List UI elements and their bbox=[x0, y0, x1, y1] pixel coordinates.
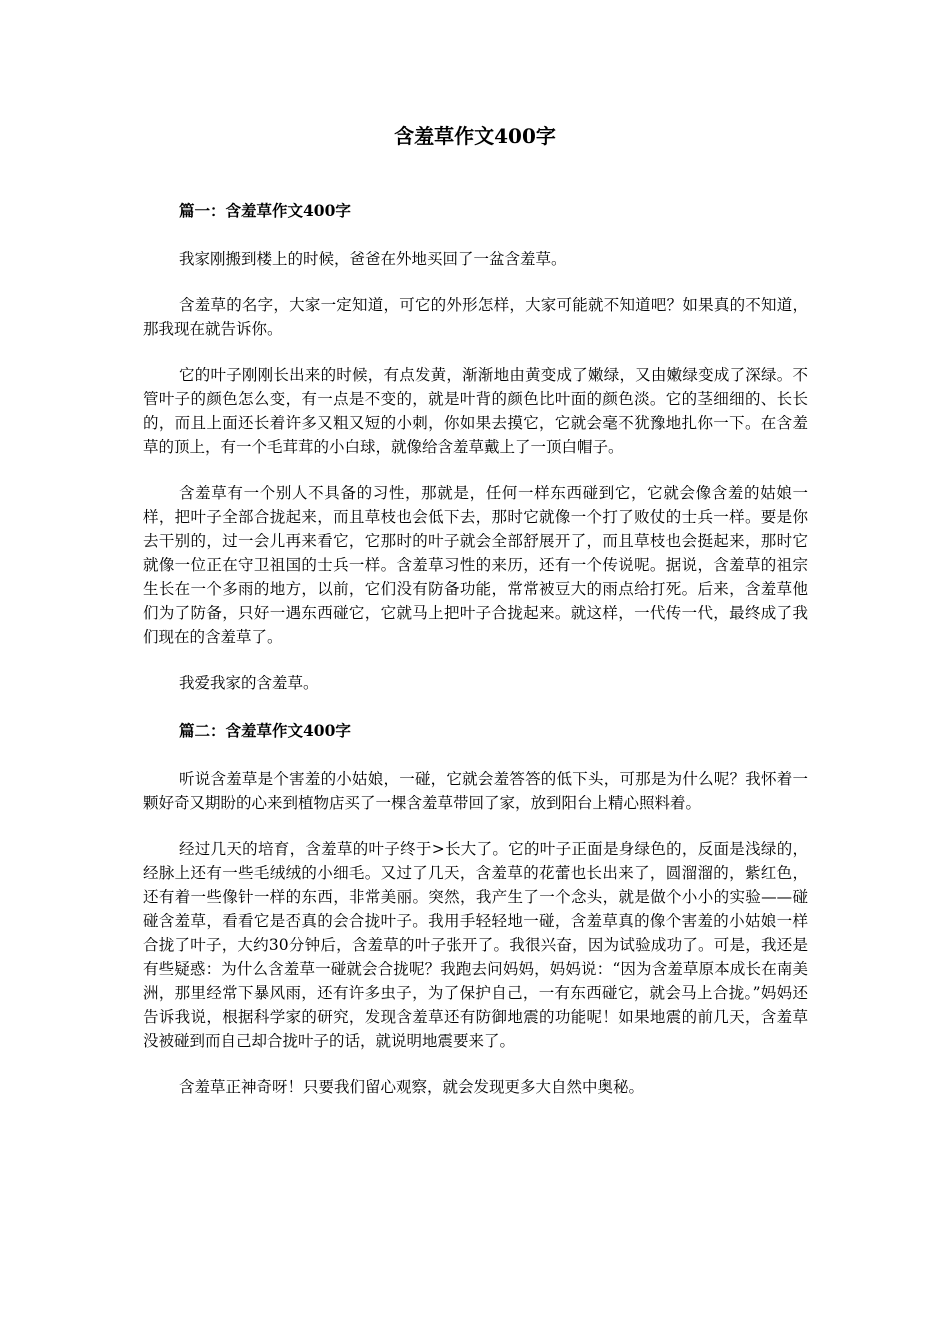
paragraph: 我爱我家的含羞草。 bbox=[179, 674, 319, 692]
section-one bbox=[143, 197, 808, 695]
paragraph: 含羞草有一个别人不具备的习性，那就是，任何一样东西碰到它，它就会像含羞的姑娘一样，把叶子全部合拢起来，而且草枝也会低下去，那时它就像一个打了败仗的士兵一样。要是你去干别的，过一会儿再来看它，它那时的叶子就会全部舒展开了，而且草枝也会挺起来，那时它就像一位正在守卫祖国的士兵一样。含羞草习性的来历，还有一个传说呢。据说，含羞草的祖宗生长在一个多雨的地方，以前，它们没有防备功能，常常被豆大的雨点给打死。后来，含羞草他们为了防备，只好一遇东西碰它，它就马上把叶子合拢起来。就这样，一代传一代，最终成了我们现在的含羞草了。 bbox=[143, 484, 808, 646]
document-body bbox=[143, 197, 808, 1121]
section-two bbox=[143, 717, 808, 1099]
paragraph: 它的叶子刚刚长出来的时候，有点发黄，渐渐地由黄变成了嫩绿，又由嫩绿变成了深绿。不管叶子的颜色怎么变，有一点是不变的，就是叶背的颜色比叶面的颜色淡。它的茎细细的、长长的，而且上面还长着许多又粗又短的小刺，你如果去摸它，它就会毫不犹豫地扎你一下。在含羞草的顶上，有一个毛茸茸的小白球，就像给含羞草戴上了一顶白帽子。 bbox=[143, 366, 808, 456]
section-heading: 篇二：含羞草作文400字 bbox=[179, 721, 351, 740]
document-title: 含羞草作文400字 bbox=[394, 124, 556, 148]
paragraph: 听说含羞草是个害羞的小姑娘，一碰，它就会羞答答的低下头，可那是为什么呢？我怀着一颗好奇又期盼的心来到植物店买了一棵含羞草带回了家，放到阳台上精心照料着。 bbox=[143, 770, 808, 812]
paragraph: 含羞草的名字，大家一定知道，可它的外形怎样，大家可能就不知道吧？如果真的不知道，那我现在就告诉你。 bbox=[143, 296, 808, 338]
paragraph: 我家刚搬到楼上的时候，爸爸在外地买回了一盆含羞草。 bbox=[179, 250, 567, 268]
paragraph: 经过几天的培育，含羞草的叶子终于>长大了。它的叶子正面是身绿色的，反面是浅绿的，经脉上还有一些毛绒绒的小细毛。又过了几天，含羞草的花蕾也长出来了，圆溜溜的，紫红色，还有着一些像针一样的东西，非常美丽。突然，我产生了一个念头，就是做个小小的实验——碰碰含羞草，看看它是否真的会合拢叶子。我用手轻轻地一碰，含羞草真的像个害羞的小姑娘一样合拢了叶子，大约30分钟后，含羞草的叶子张开了。我很兴奋，因为试验成功了。可是，我还是有些疑惑：为什么含羞草一碰就会合拢呢？我跑去问妈妈，妈妈说：“因为含羞草原本成长在南美洲，那里经常下暴风雨，还有许多虫子，为了保护自己，一有东西碰它，就会马上合拢。”妈妈还告诉我说，根据科学家的研究，发现含羞草还有防御地震的功能呢！如果地震的前几天，含羞草没被碰到而自己却合拢叶子的话，就说明地震要来了。 bbox=[143, 840, 808, 1050]
section-heading: 篇一：含羞草作文400字 bbox=[179, 201, 351, 220]
paragraph: 含羞草正神奇呀！只要我们留心观察，就会发现更多大自然中奥秘。 bbox=[179, 1078, 645, 1096]
